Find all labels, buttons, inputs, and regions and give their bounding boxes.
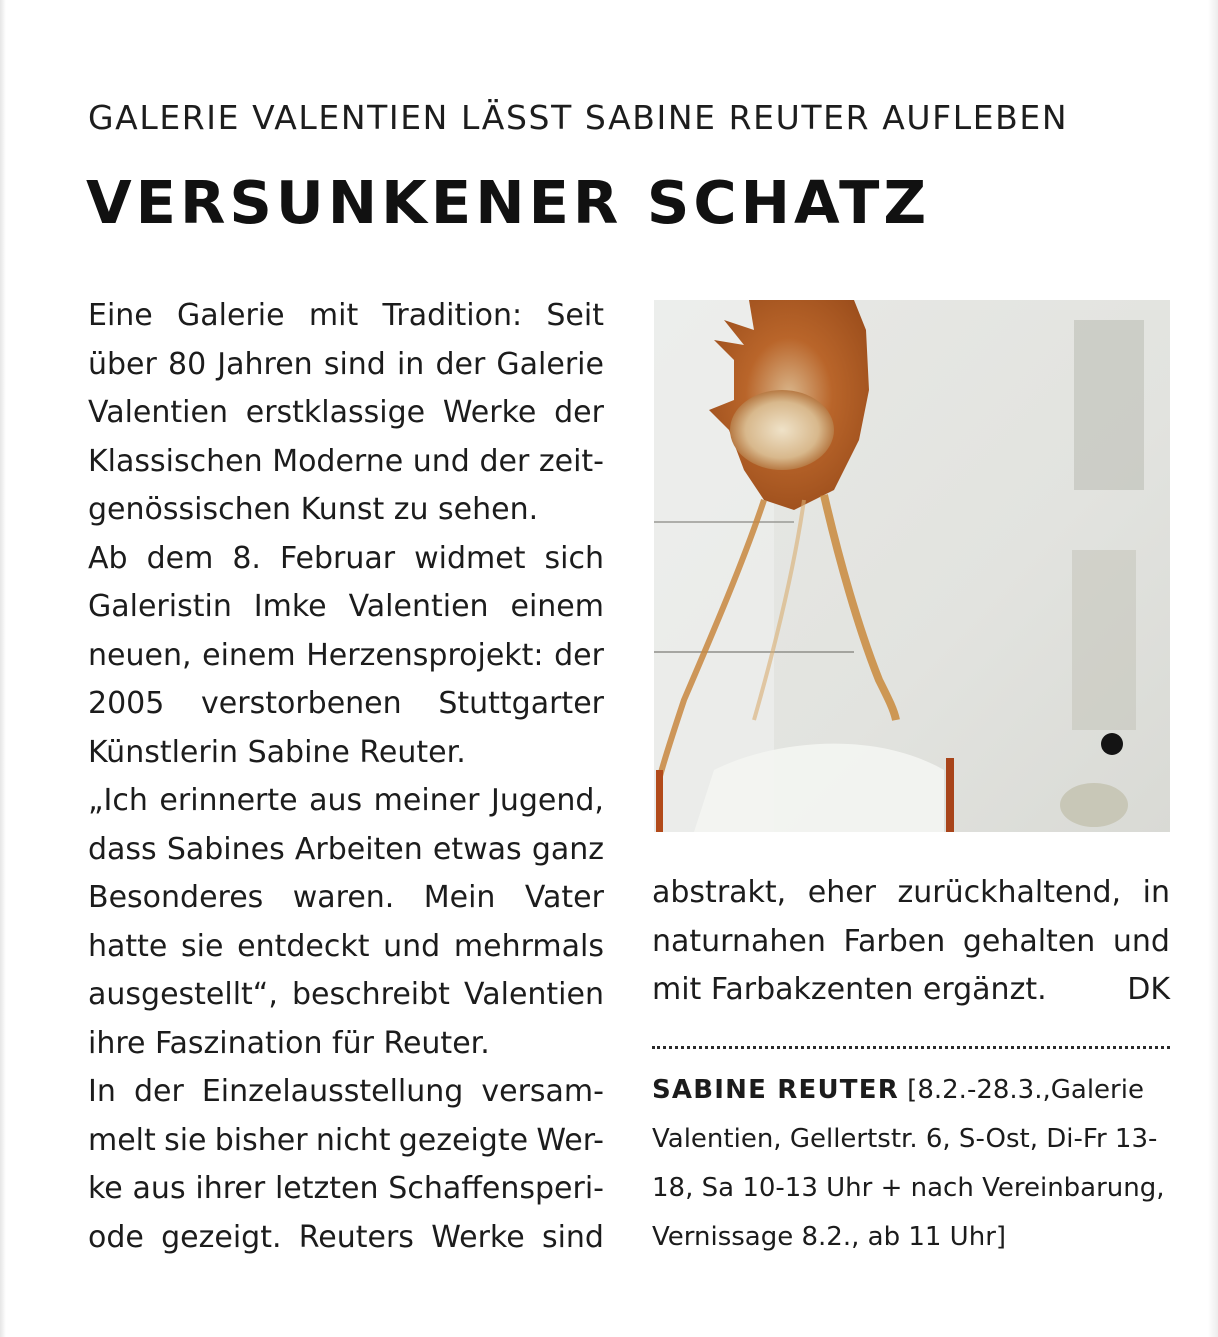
info-line: 18, Sa 10-13 Uhr + nach Vereinbarung, (652, 1173, 1165, 1203)
word: aus (309, 783, 363, 818)
body-line (88, 1068, 604, 1117)
body-line: Künstlerin Sabine Reuter. (88, 734, 466, 770)
word: 2005 (88, 686, 165, 721)
body-line: genössischen Kunst zu sehen. (88, 492, 539, 527)
body-line (88, 923, 604, 972)
word: aus (132, 1171, 186, 1206)
word: ganz (531, 831, 604, 867)
word: 8. (232, 540, 261, 576)
word: sind (541, 1219, 604, 1255)
word: sich (544, 540, 604, 576)
artwork-image (654, 300, 1170, 832)
word: gezeigte (398, 1122, 529, 1158)
word: ode (88, 1219, 144, 1255)
body-line (88, 341, 604, 390)
word: erinnerte (159, 783, 298, 818)
word: verstorbenen (201, 686, 402, 721)
word: Sabines (166, 831, 285, 867)
body-line (88, 583, 604, 632)
word: zurückhaltend, (897, 875, 1122, 910)
body-line (88, 292, 604, 341)
word: neuen, (88, 637, 192, 673)
word: über (88, 346, 157, 382)
word: und (412, 443, 470, 479)
word: Valentien (464, 977, 604, 1012)
word: Imke (253, 589, 327, 624)
word: und (1112, 923, 1170, 959)
word: der (133, 1074, 184, 1109)
artist-name: SABINE REUTER (652, 1075, 899, 1105)
word: zeit- (538, 443, 604, 479)
word: Werke (431, 1219, 525, 1255)
word: der (479, 443, 530, 479)
word: Werke (442, 395, 537, 430)
body-line-text: mit Farbakzenten ergänzt. (652, 972, 1047, 1007)
body-line (88, 1214, 604, 1263)
word: Arbeiten (294, 831, 423, 867)
word: Ab (88, 540, 128, 576)
word: Valentien (88, 395, 228, 430)
word: eher (807, 875, 877, 910)
word: mehrmals (453, 928, 604, 964)
word: sind (323, 346, 386, 382)
body-line-last (652, 966, 1170, 1015)
word: In (88, 1074, 116, 1109)
word: der (554, 637, 604, 673)
word: und (383, 928, 441, 964)
word: 80 (167, 346, 207, 382)
word: ke (88, 1171, 123, 1206)
word: Moderne (272, 443, 404, 479)
word: dem (146, 540, 214, 576)
word: melt (88, 1122, 156, 1158)
word: ihrer (195, 1171, 266, 1206)
word: Galeristin (88, 589, 232, 624)
word: gehalten (962, 923, 1096, 959)
info-line: Vernissage 8.2., ab 11 Uhr] (652, 1222, 1007, 1252)
event-info (652, 1066, 1172, 1262)
body-line (652, 918, 1170, 967)
artwork-photo (654, 300, 1170, 832)
dotted-divider (652, 1046, 1170, 1049)
word: Vater (524, 880, 604, 915)
word: versam- (481, 1074, 604, 1109)
page-edge (1208, 0, 1218, 1337)
word: dass (88, 831, 157, 867)
body-line (88, 680, 604, 729)
word: waren. (292, 880, 395, 915)
info-detail: [8.2.-28.3.,Galerie (898, 1075, 1144, 1105)
body-line (88, 389, 604, 438)
word: Mein (423, 880, 496, 915)
word: gezeigt. (161, 1219, 282, 1255)
word: hatte (88, 928, 168, 964)
body-line (88, 632, 604, 681)
word: letzten (274, 1171, 379, 1206)
word: Stuttgarter (438, 686, 604, 721)
word: einem (202, 637, 296, 673)
word: Galerie (496, 346, 604, 382)
word: ausgestellt“, (88, 977, 278, 1012)
info-line: Valentien, Gellertstr. 6, S-Ost, Di-Fr 13- (652, 1124, 1158, 1154)
word: etwas (432, 831, 522, 867)
word: Tradition: (382, 298, 523, 333)
word: naturnahen (652, 923, 826, 959)
word: in (396, 346, 425, 382)
word: Jugend, (491, 783, 604, 818)
word: „Ich (88, 783, 148, 818)
word: Wer- (536, 1122, 604, 1158)
word: Farben (843, 923, 946, 959)
word: Schaffensperi- (388, 1171, 604, 1206)
word: Valentien (348, 589, 489, 624)
word: entdeckt (237, 928, 370, 964)
article-body-left-column (88, 292, 604, 1262)
word: nicht (315, 1122, 391, 1158)
body-line (88, 777, 604, 826)
word: Seit (546, 298, 604, 333)
word: Herzensprojekt: (306, 637, 544, 673)
word: Besonderes (88, 880, 264, 915)
page-edge (0, 0, 6, 1337)
word: Einzelausstellung (201, 1074, 464, 1109)
word: meiner (373, 783, 480, 818)
article-headline: VERSUNKENER SCHATZ (86, 168, 931, 237)
word: sie (164, 1122, 207, 1158)
info-line (652, 1066, 1172, 1115)
word: sie (181, 928, 224, 964)
word: Eine (88, 298, 153, 333)
word: in (1142, 875, 1170, 910)
word: Jahren (217, 346, 313, 382)
body-line (88, 1117, 604, 1166)
word: widmet (414, 540, 526, 576)
word: abstrakt, (652, 875, 787, 910)
word: einem (510, 589, 604, 624)
body-line (88, 438, 604, 487)
body-line (88, 1165, 604, 1214)
article-body-right-column (652, 869, 1170, 1015)
word: Februar (279, 540, 396, 576)
word: Reuters (298, 1219, 414, 1255)
body-line (88, 971, 604, 1020)
word: bisher (214, 1122, 308, 1158)
body-line (88, 535, 604, 584)
word: der (554, 395, 604, 430)
body-line (88, 826, 604, 875)
body-line (88, 874, 604, 923)
word: der (435, 346, 486, 382)
word: Galerie (177, 298, 285, 333)
word: Klassischen (88, 443, 263, 479)
article-kicker: GALERIE VALENTIEN LÄSST SABINE REUTER AUFLEBEN (88, 98, 1069, 137)
body-line (652, 869, 1170, 918)
word: mit (308, 298, 359, 333)
word: beschreibt (292, 977, 450, 1012)
author-initials: DK (1127, 972, 1170, 1007)
body-line: ihre Faszination für Reuter. (88, 1025, 490, 1061)
word: erstklassige (245, 395, 426, 430)
